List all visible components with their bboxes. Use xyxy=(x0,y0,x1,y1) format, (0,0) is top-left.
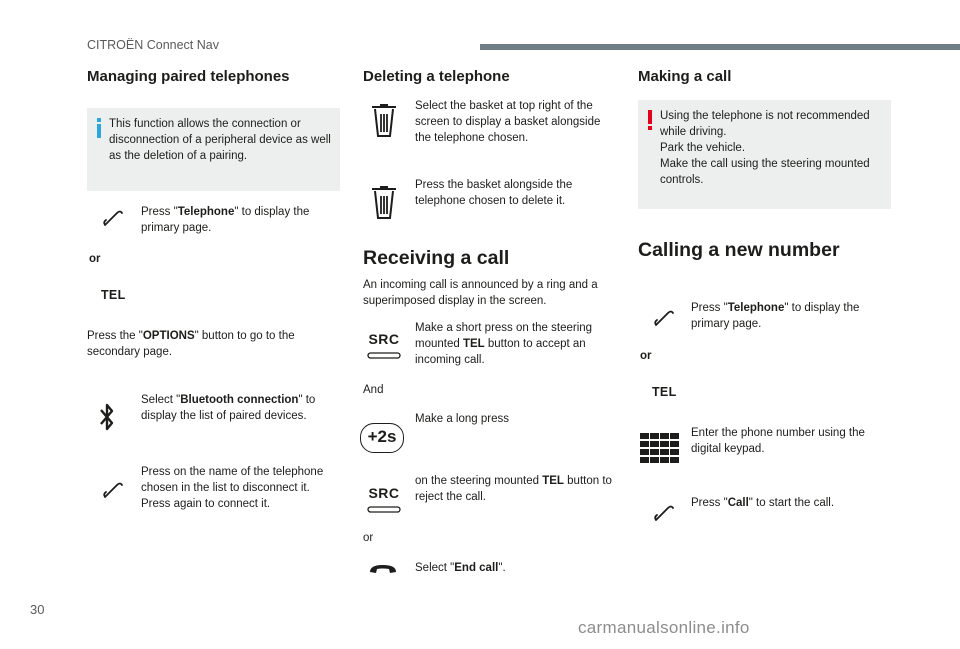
src-button-icon xyxy=(367,331,401,365)
info-note-text: This function allows the connection or disconnection of a peripheral device as well as the deletion of a pairing. xyxy=(109,118,331,162)
options-paragraph: Press the "OPTIONS" button to go to the secondary page. xyxy=(87,330,295,358)
plus-2s-icon xyxy=(360,423,404,453)
hand-press-icon xyxy=(101,477,125,501)
phone-icon xyxy=(652,305,676,329)
keypad-icon xyxy=(640,433,680,463)
warning-note xyxy=(638,100,891,209)
delete-step2-text: Press the basket alongside the telephone chosen to delete it. xyxy=(415,179,573,207)
long-press-text: Make a long press xyxy=(415,413,509,425)
header-accent-bar xyxy=(480,44,960,50)
heading-calling-new-number: Calling a new number xyxy=(638,239,840,261)
heading-managing-paired-telephones: Managing paired telephones xyxy=(87,68,290,85)
and-label: And xyxy=(363,384,384,396)
heading-deleting-telephone: Deleting a telephone xyxy=(363,68,510,85)
src-button-icon xyxy=(367,485,401,519)
info-note xyxy=(87,108,340,191)
or-label: or xyxy=(89,253,101,265)
telephone-step-text: Press "Telephone" to display the primary page. xyxy=(141,206,310,234)
hand-press-icon xyxy=(652,500,676,524)
call-step-text: Press "Call" to start the call. xyxy=(691,497,835,509)
bluetooth-step-text: Select "Bluetooth connection" to display the list of paired devices. xyxy=(141,394,316,422)
delete-step1-text: Select the basket at top right of the screen to display a basket alongside the telephone chosen. xyxy=(415,100,601,144)
info-icon xyxy=(96,118,102,138)
running-header: CITROËN Connect Nav xyxy=(87,38,219,52)
warning-icon xyxy=(647,110,653,130)
plus-2s-label: +2s xyxy=(367,427,397,446)
reject-call-text: on the steering mounted TEL button to reject the call. xyxy=(415,475,612,503)
tel-button-label: TEL xyxy=(652,385,677,399)
src-label: SRC xyxy=(368,331,400,347)
phone-icon xyxy=(101,205,125,229)
hang-up-icon xyxy=(368,563,398,575)
or-label: or xyxy=(363,532,374,544)
watermark: carmanualsonline.info xyxy=(578,618,750,637)
button-base-icon xyxy=(367,352,401,360)
basket-icon xyxy=(370,186,398,220)
end-call-text: Select "End call". xyxy=(415,562,506,574)
bluetooth-icon xyxy=(98,401,116,433)
keypad-step-text: Enter the phone number using the digital keypad. xyxy=(691,427,865,455)
receive-intro-text: An incoming call is announced by a ring and a superimposed display in the screen. xyxy=(363,279,598,307)
telephone-step-text: Press "Telephone" to display the primary page. xyxy=(691,302,860,330)
heading-receiving-call: Receiving a call xyxy=(363,247,510,269)
short-press-text: Make a short press on the steering mounted TEL button to accept an incoming call. xyxy=(415,322,593,366)
heading-making-call: Making a call xyxy=(638,68,732,85)
button-base-icon xyxy=(367,506,401,514)
telephone-name-step-text: Press on the name of the telephone chosen in the list to disconnect it. Press again to connect it. xyxy=(141,466,324,510)
warning-note-text: Using the telephone is not recommended while driving. Park the vehicle. Make the call using the steering mounted controls. xyxy=(660,110,870,186)
tel-button-label: TEL xyxy=(101,288,126,302)
or-label: or xyxy=(640,350,652,362)
basket-icon xyxy=(370,104,398,138)
page-number: 30 xyxy=(30,602,45,617)
src-label: SRC xyxy=(368,485,400,501)
